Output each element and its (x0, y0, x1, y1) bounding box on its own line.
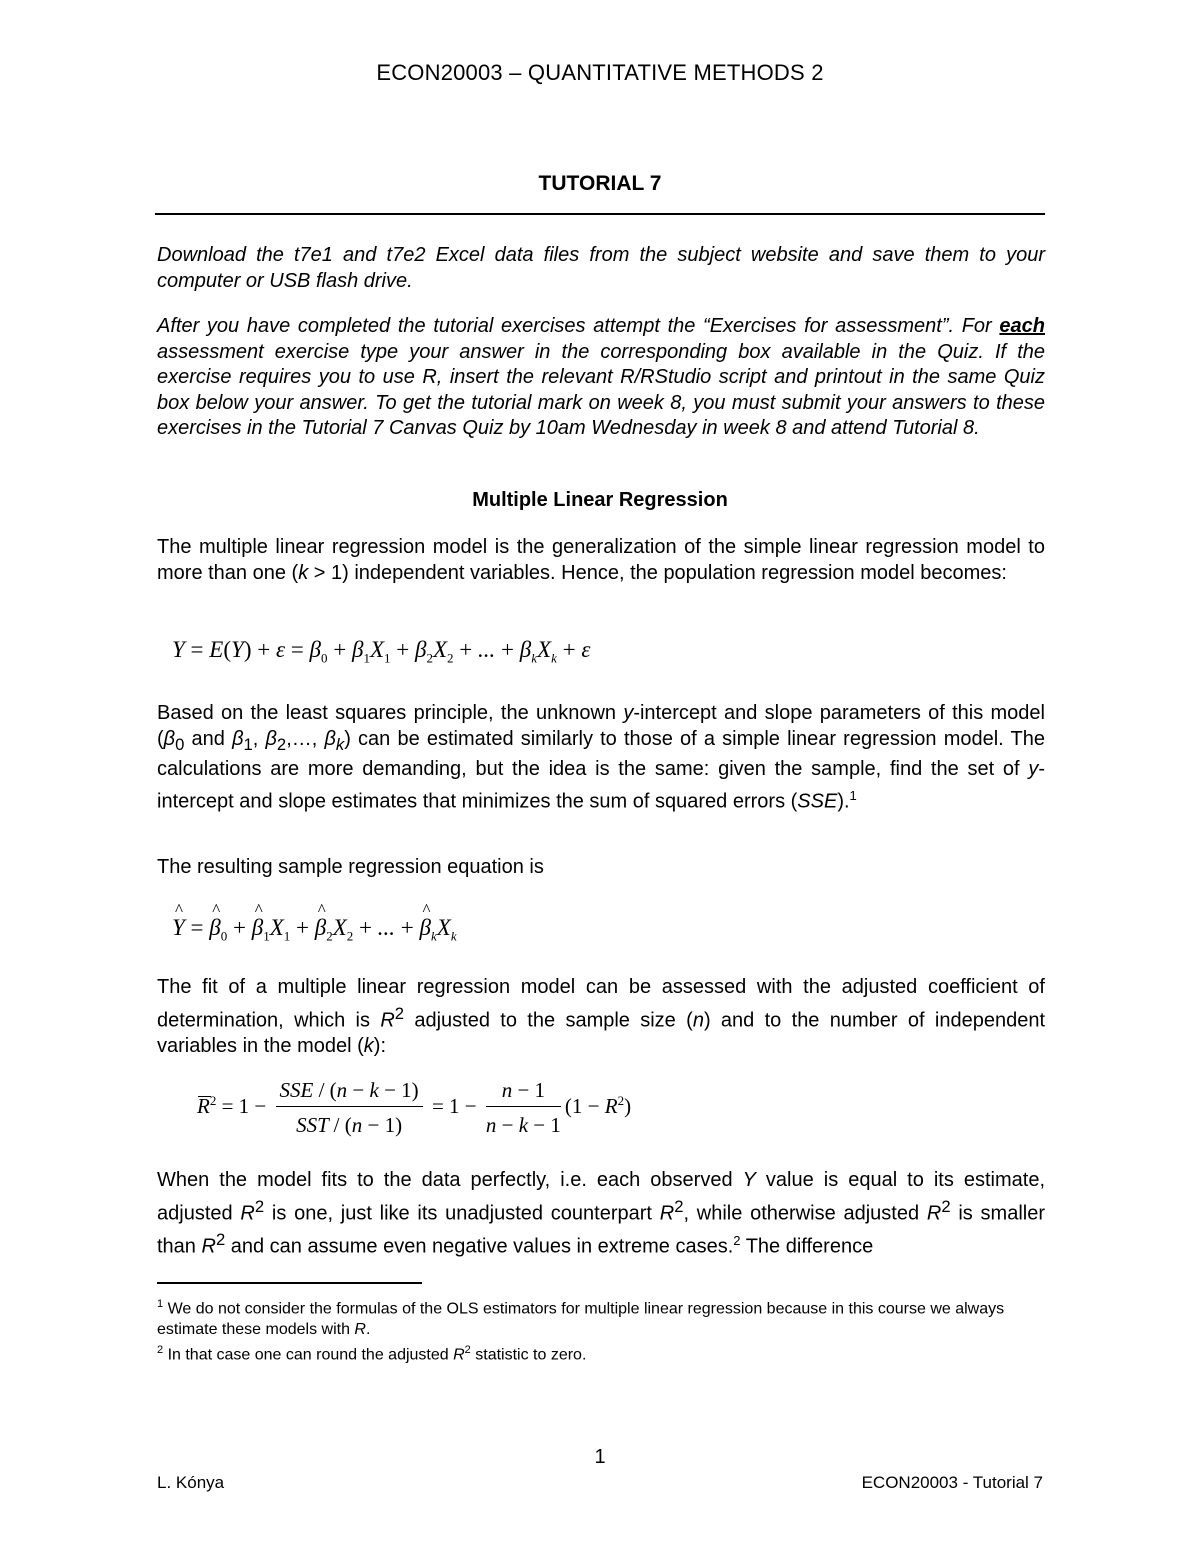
body-paragraph-3: The resulting sample regression equation is (157, 856, 544, 878)
body-paragraph-5: When the model fits to the data perfectly, i.e. each observed Y value is equal to its estimate, adjusted $R^2$ is one, just like its unadjusted counterpart $R^2$, while otherwise adjusted $R^2$ is smaller than $R^2$ and can assume even negative values in extreme cases.$^2$ The difference (157, 1169, 1046, 1258)
footer-doc-label: ECON20003 - Tutorial 7 (861, 1473, 1043, 1492)
running-header: ECON20003 – QUANTITATIVE METHODS 2 (376, 60, 824, 85)
section-heading: Multiple Linear Regression (472, 489, 728, 511)
intro-paragraph-1: Download the t7e1 and t7e2 Excel data files from the subject website and save them to your computer or USB flash drive. (157, 244, 1045, 292)
footer-author: L. Kónya (157, 1473, 225, 1492)
page-number: 1 (594, 1446, 606, 1468)
adjusted-r-squared-equation: $R^2 = 1$ − $\frac{\text{SSE / (n − k − 1)}}{\text{SST / (n − 1)}}$ = 1 − $\frac{n - 1}{n - k - 1}$ $(1 - R^2)$ (197, 1078, 632, 1137)
body-paragraph-4: The fit of a multiple linear regression model can be assessed with the adjusted coefficient of determination, which is $R^2$ adjusted to the sample size (n) and to the number of independent variables in the model (k): (157, 976, 1046, 1057)
page-title: TUTORIAL 7 (538, 172, 662, 195)
footnote-divider (157, 1282, 422, 1284)
sample-regression-equation: ^ Y = ^ $\beta_0$ + ^ $\beta_1X_1$ + ^ $\beta_2X_2$ + ... + ^ $\beta_kX_k$ (172, 915, 457, 945)
footnote-ref-2: 2 (733, 1232, 741, 1248)
footnote-ref-1: 1 (849, 787, 857, 803)
footnote-2: $^2$ In that case one can round the adjusted $R^2$ statistic to zero. (157, 1344, 587, 1364)
footnote-1: $^1$ We do not consider the formulas of the OLS estimators for multiple linear regression because in this course we always estimate these models with R. (157, 1298, 1005, 1339)
population-regression-equation: $Y = E(Y) + \varepsilon = \beta_0 + \beta_1X_1 + \beta_2X_2$ + ... + $\beta_kX_k + \varepsilon$ (172, 637, 591, 666)
body-paragraph-1: The multiple linear regression model is the generalization of the simple linear regression model to more than one (k > 1) independent variables. Hence, the population regression model becomes: (157, 536, 1045, 584)
emphasis-each: each (999, 315, 1045, 337)
footnotes (157, 1294, 1045, 1366)
body-paragraph-2: Based on the least squares principle, the unknown y-intercept and slope parameters of this model ($\beta_0$ and $\beta_1$, $\beta_2,\dots$, $\beta_k$) can be estimated similarly to those of a simple linear regression model. The calculations are more demanding, but the idea is the same: given the sample, find the set of y-intercept and slope estimates that minimizes the sum of squared errors (SSE).$^1$ (157, 702, 1045, 813)
title-divider (155, 213, 1045, 215)
intro-paragraph-2: After you have completed the tutorial exercises attempt the “Exercises for assessment”. For each assessment exercise type your answer in the corresponding box available in the Quiz. If the exercise requires you to use R, insert the relevant R/RStudio script and printout in the same Quiz box below your answer. To get the tutorial mark on week 8, you must submit your answers to these exercises in the Tutorial 7 Canvas Quiz by 10am Wednesday in week 8 and attend Tutorial 8. (157, 315, 1045, 439)
